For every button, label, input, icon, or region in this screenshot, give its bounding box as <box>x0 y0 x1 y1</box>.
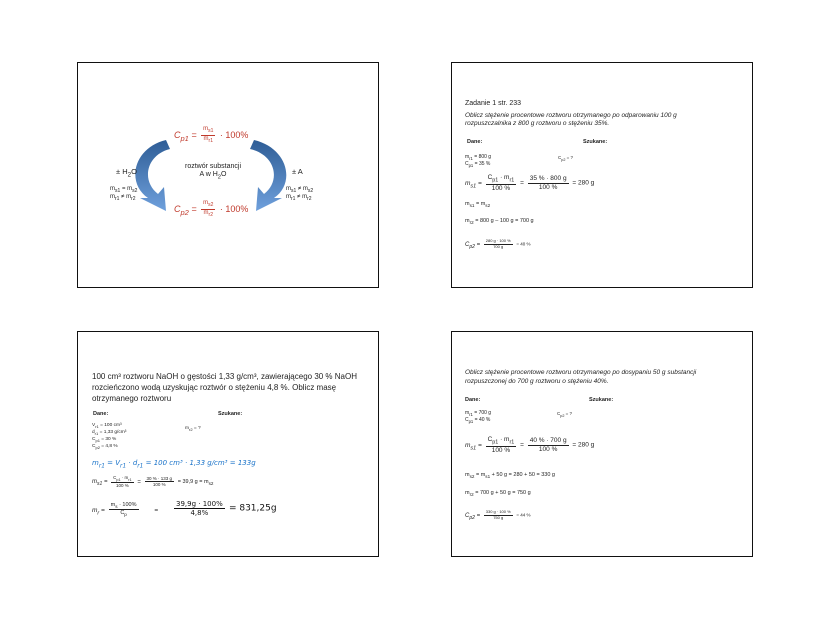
sought-1: $C_{p2}$ = ? <box>557 411 573 418</box>
formula-cp2-den: $m_{r2}$ <box>203 209 213 219</box>
formula-cp1-rhs: · 100% <box>219 129 249 140</box>
eq-ms1-rhs: = 280 g <box>572 441 595 449</box>
eq-ms1-num1: $C_{p1} \cdot m_{r1}$ <box>487 436 515 446</box>
hw-result-rhs: = 831,25g <box>228 503 277 514</box>
equation-ms1: $m_{s1}$ = $\frac{C_{p1} \cdot m_{r1}}{100 \%}$ = $\frac{35 \% \cdot 800 g}{100 \%}$ = 280 g <box>465 174 595 192</box>
left-label: ± $H_2O$ <box>116 167 137 179</box>
sought-label: Szukane: <box>589 397 614 403</box>
equation-ms2: $m_{s2} = m_{s1} + 50$ g = 280 + 50 = 330 g <box>465 472 555 480</box>
eq-cp2-lhs: $C_{p2}$ = <box>465 512 481 521</box>
formula-cp1 <box>174 126 248 145</box>
slide-1 <box>77 62 379 288</box>
given-1: $m_{r1} = 800$ g <box>465 154 492 161</box>
eq-ms1-den2: 100 % <box>538 183 558 191</box>
sought-1: $C_{p2}$ = ? <box>558 155 574 162</box>
eq-ms1-num2: 35 % · 800 g <box>529 175 567 183</box>
given-1: $m_{r1} = 700$ g <box>465 410 492 417</box>
task-line-2: rozpuszczonej do 700 g roztworu o stężeniu 40%. <box>465 378 609 385</box>
formula-cp1-den: $m_{r1}$ <box>203 135 213 145</box>
handwritten-mr1: $m_{r1} = V_{r1} \cdot d_{r1} = 100$ cm³ · 1,33 g/cm³ = 133g <box>92 459 256 470</box>
equation-cp2 <box>465 510 530 522</box>
eq-ms1-den1: 100 % <box>491 184 511 192</box>
given-2: $d_{r1} = 1,33$ g/cm³ <box>92 430 127 436</box>
eq-ms1-num2: 30 % · 133 g <box>146 476 173 482</box>
eq-mr-den: $C_p$ <box>120 510 127 518</box>
task-line-3: otrzymanego roztworu <box>92 394 172 403</box>
eq-cp2-rhs: = 44 % <box>516 512 531 518</box>
formula-cp2-rhs: · 100% <box>219 203 249 214</box>
left-relation-2: $m_{r1} \ne m_{r2}$ <box>110 194 136 203</box>
eq-ms1-num1: $C_{p1} \cdot m_{r1}$ <box>487 174 515 184</box>
eq-ms1-den2: 100 % <box>152 482 166 488</box>
slide-2 <box>451 62 753 288</box>
eq-mr-eq: = <box>154 506 159 514</box>
task-line-1: Oblicz stężenie procentowe roztworu otrzymanego po dosypaniu 50 g substancji <box>465 369 697 376</box>
sought-label: Szukane: <box>583 139 608 145</box>
task-line-1: Oblicz stężenie procentowe roztworu otrzymanego po odparowaniu 100 g <box>465 112 677 119</box>
eq-cp2-lhs: $C_{p2}$ = <box>465 241 481 250</box>
eq-ms1-den1: 100 % <box>116 483 129 489</box>
task-line-1: 100 cm³ roztworu NaOH o gęstości 1,33 g/cm³, zawierającego 30 % NaOH <box>92 372 357 381</box>
slide-3 <box>77 331 379 557</box>
formula-cp2 <box>174 200 248 219</box>
center-description <box>183 163 243 181</box>
equation-mr2: $m_{r2} = 700$ g + 50 g = 750 g <box>465 490 531 498</box>
given-label: Dane: <box>467 139 483 145</box>
center-line-1: roztwór substancji <box>184 163 242 170</box>
formula-cp1-lhs: $C_{p1}$ = <box>174 129 197 143</box>
equation-mr2: $m_{r2} = 800$ g – 100 g = 700 g <box>465 218 534 226</box>
eq-ms1-num2: 40 % · 700 g <box>529 437 567 445</box>
formula-cp2-lhs: $C_{p2}$ = <box>174 203 197 217</box>
right-label: ± A <box>292 167 303 176</box>
right-relation-2: $m_{r1} \ne m_{r2}$ <box>286 194 312 203</box>
eq-ms1-rhs: = 280 g <box>572 179 595 187</box>
eq-ms1-lhs: $m_{s1}$ = <box>465 179 482 190</box>
hw-result-num: 39,9g · 100% <box>176 500 223 508</box>
equation-mr <box>92 502 158 518</box>
equation-ms1: $m_{s1}$ = $\frac{C_{p1} \cdot m_{r1}}{100 \%}$ = $\frac{40 \% \cdot 700 g}{100 \%}$ = 280 g <box>465 436 595 454</box>
equation-ms1: $m_{s1}$ = $\frac{C_{p1} \cdot m_{r1}}{100 \%}$ = $\frac{30 \% \cdot 133 g}{100 \%}$ = 39,9 $g = m_{s2}$ <box>92 475 214 489</box>
given-label: Dane: <box>465 397 481 403</box>
right-relation-1: $m_{s1} \ne m_{s2}$ <box>286 186 314 195</box>
equation-ms-equal: $m_{s1} = m_{s2}$ <box>465 201 491 209</box>
eq-mr-lhs: $m_r$ = <box>92 506 105 516</box>
eq-ms1-lhs: $m_{s1}$ = <box>92 479 108 488</box>
eq-ms1-den1: 100 % <box>491 446 511 454</box>
left-relation-1: $m_{s1} = m_{s2}$ <box>110 186 138 195</box>
formula-cp1-num: $m_{s1}$ <box>203 126 214 135</box>
sought-1: $m_{r2}$ = ? <box>185 426 201 432</box>
eq-ms1-rhs: = 39,9 $g = m_{s2}$ <box>177 479 214 487</box>
slide-title: Zadanie 1 str. 233 <box>465 100 522 107</box>
eq-ms1-den2: 100 % <box>538 445 558 453</box>
handwritten-result <box>172 500 277 517</box>
eq-ms1-lhs: $m_{s1}$ = <box>465 441 482 452</box>
given-2: $C_{p1} = 35$ % <box>465 161 491 168</box>
given-2: $C_{p1} = 40$ % <box>465 417 491 424</box>
given-4: $C_{p2} = 4,8$ % <box>92 444 118 450</box>
eq-cp2-den: 700 g <box>493 243 504 249</box>
eq-cp2-rhs: = 40 % <box>516 241 531 247</box>
given-3: $C_{p1} = 30$ % <box>92 437 117 443</box>
eq-ms1-num1: $C_{p1} \cdot m_{r1}$ <box>113 475 132 482</box>
sought-label: Szukane: <box>218 411 243 417</box>
formula-cp2-num: $m_{s2}$ <box>203 200 214 209</box>
center-line-2: A w $H_2O$ <box>199 171 227 181</box>
eq-cp2-den: 750 g <box>493 514 504 520</box>
given-1: $V_{r1} = 100$ cm³ <box>92 423 122 429</box>
right-curved-arrow <box>250 140 286 211</box>
hw-result-den: 4,8% <box>190 509 209 518</box>
eq-mr-num: $m_s \cdot 100\%$ <box>110 502 137 510</box>
task-line-2: rozpuszczalnika z 800 g roztworu o stężeniu 35%. <box>465 120 610 127</box>
eq-cp2-num: 280 g · 100 % <box>485 238 511 243</box>
equation-cp2 <box>465 239 530 251</box>
eq-cp2-num: 330 g · 100 % <box>485 509 511 514</box>
left-curved-arrow <box>135 140 170 211</box>
slide-4 <box>451 331 753 557</box>
task-line-2: rozcieńczono wodą uzyskując roztwór o stężeniu 4,8 %. Oblicz masę <box>92 383 337 392</box>
given-label: Dane: <box>93 411 109 417</box>
